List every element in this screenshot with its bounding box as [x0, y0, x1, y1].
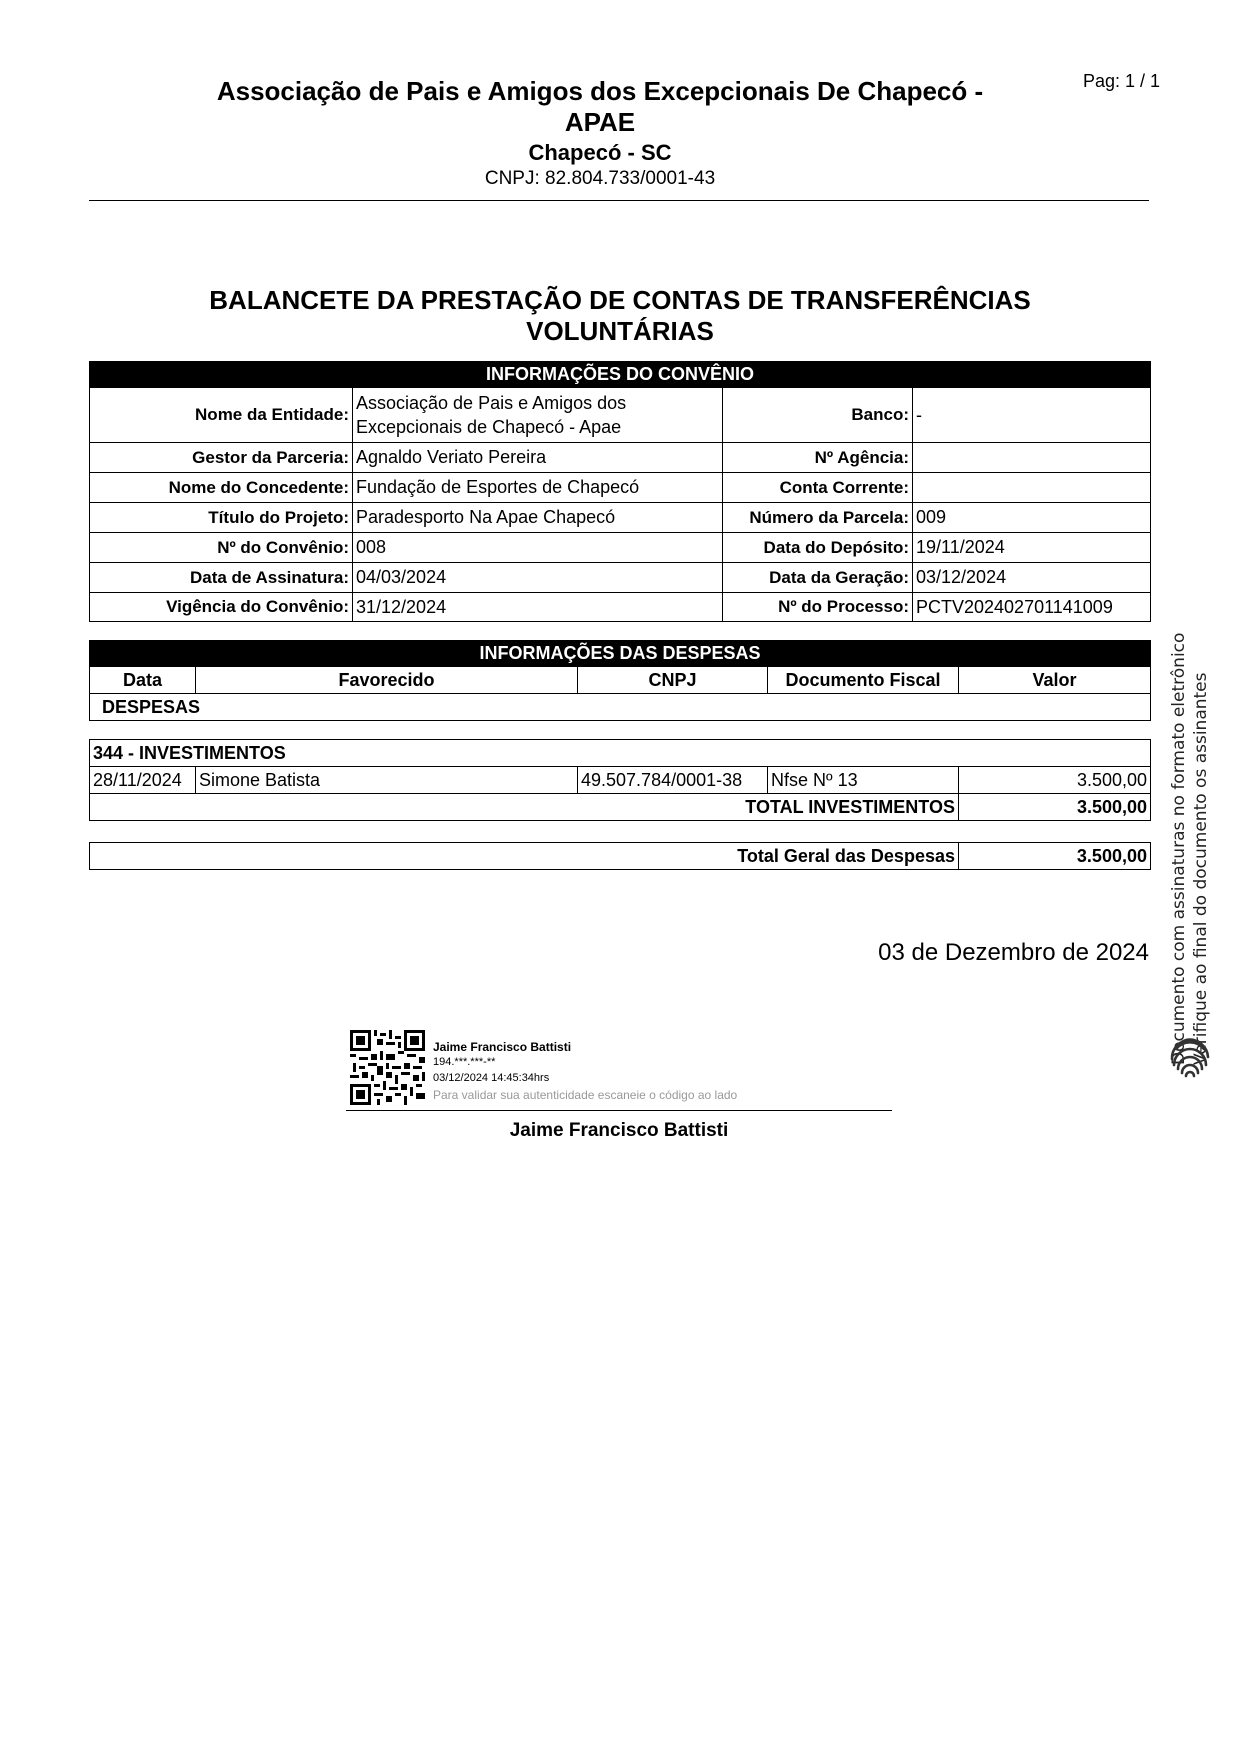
label-data-deposito: Data do Depósito:: [723, 533, 913, 563]
convenio-table: [89, 361, 1151, 622]
value-gestor-parceria: Agnaldo Veriato Pereira: [353, 443, 723, 473]
organization-cnpj: CNPJ: 82.804.733/0001-43: [484, 168, 716, 189]
cell-valor: 3.500,00: [959, 767, 1151, 794]
signer-name: Jaime Francisco Battisti: [509, 1120, 729, 1141]
despesas-table: [89, 640, 1151, 721]
value-data-assinatura: 04/03/2024: [353, 563, 723, 593]
value-data-geracao: 03/12/2024: [913, 563, 1151, 593]
stamp-signer-name: Jaime Francisco Battisti: [433, 1040, 572, 1054]
table-row: [90, 767, 1151, 794]
label-numero-parcela: Número da Parcela:: [723, 503, 913, 533]
organization-name: [180, 76, 1020, 138]
organization-city: Chapecó - SC: [528, 140, 672, 165]
side-note-line1: Documento com assinaturas no formato eletrônico: [1169, 632, 1189, 1065]
label-nome-entidade: Nome da Entidade:: [90, 388, 353, 443]
document-title-line1: BALANCETE DA PRESTAÇÃO DE CONTAS DE TRANSFERÊNCIAS: [209, 285, 1031, 315]
cell-documento-fiscal: Nfse Nº 13: [768, 767, 959, 794]
section-label-despesas: DESPESAS: [90, 694, 1151, 721]
value-nome-entidade: Associação de Pais e Amigos dos Excepcionais de Chapecó - Apae: [353, 388, 723, 443]
fingerprint-icon: [1168, 1035, 1212, 1079]
label-numero-processo: Nº do Processo:: [723, 593, 913, 622]
grand-total-table: [89, 842, 1151, 870]
investimentos-table: [89, 739, 1151, 821]
column-header-valor: Valor: [959, 667, 1151, 694]
value-numero-processo: PCTV202402701141009: [913, 593, 1151, 622]
column-header-favorecido: Favorecido: [196, 667, 578, 694]
value-numero-convenio: 008: [353, 533, 723, 563]
electronic-signature-note: [1160, 595, 1215, 1065]
page-number: Pag: 1 / 1: [1082, 71, 1160, 91]
column-header-data: Data: [90, 667, 196, 694]
label-vigencia: Vigência do Convênio:: [90, 593, 353, 622]
label-numero-convenio: Nº do Convênio:: [90, 533, 353, 563]
grand-total-value: 3.500,00: [959, 843, 1151, 870]
label-gestor-parceria: Gestor da Parceria:: [90, 443, 353, 473]
column-header-cnpj: CNPJ: [578, 667, 768, 694]
stamp-signer-id: 194.***.***-**: [433, 1056, 496, 1068]
stamp-timestamp: 03/12/2024 14:45:34hrs: [433, 1072, 550, 1084]
document-date: 03 de Dezembro de 2024: [878, 939, 1149, 966]
organization-name-line2: APAE: [564, 107, 636, 137]
label-banco: Banco:: [723, 388, 913, 443]
grand-total-label: Total Geral das Despesas: [90, 843, 959, 870]
group-label: 344 - INVESTIMENTOS: [90, 740, 1151, 767]
header-divider: [89, 200, 1149, 201]
group-total-value: 3.500,00: [959, 794, 1151, 821]
value-concedente: Fundação de Esportes de Chapecó: [353, 473, 723, 503]
cell-data: 28/11/2024: [90, 767, 196, 794]
label-conta-corrente: Conta Corrente:: [723, 473, 913, 503]
cell-cnpj: 49.507.784/0001-38: [578, 767, 768, 794]
value-titulo-projeto: Paradesporto Na Apae Chapecó: [353, 503, 723, 533]
value-vigencia: 31/12/2024: [353, 593, 723, 622]
label-data-geracao: Data da Geração:: [723, 563, 913, 593]
convenio-heading: INFORMAÇÕES DO CONVÊNIO: [90, 362, 1151, 388]
despesas-heading: INFORMAÇÕES DAS DESPESAS: [90, 641, 1151, 667]
column-header-documento-fiscal: Documento Fiscal: [768, 667, 959, 694]
side-note-line2: Verifique ao final do documento os assinantes: [1191, 672, 1211, 1065]
label-concedente: Nome do Concedente:: [90, 473, 353, 503]
signature-line: [346, 1110, 892, 1111]
cell-favorecido: Simone Batista: [196, 767, 578, 794]
stamp-validation-note: Para validar sua autenticidade escaneie o código ao lado: [433, 1088, 738, 1102]
document-title: [150, 285, 1090, 347]
value-conta-corrente: [913, 473, 1151, 503]
label-titulo-projeto: Título do Projeto:: [90, 503, 353, 533]
value-agencia: [913, 443, 1151, 473]
value-banco: -: [913, 388, 1151, 443]
value-numero-parcela: 009: [913, 503, 1151, 533]
document-title-line2: VOLUNTÁRIAS: [526, 316, 714, 346]
qr-code-icon[interactable]: [350, 1030, 425, 1105]
value-data-deposito: 19/11/2024: [913, 533, 1151, 563]
organization-name-line1: Associação de Pais e Amigos dos Excepcionais De Chapecó -: [216, 76, 984, 106]
label-agencia: Nº Agência:: [723, 443, 913, 473]
group-total-label: TOTAL INVESTIMENTOS: [90, 794, 959, 821]
label-data-assinatura: Data de Assinatura:: [90, 563, 353, 593]
